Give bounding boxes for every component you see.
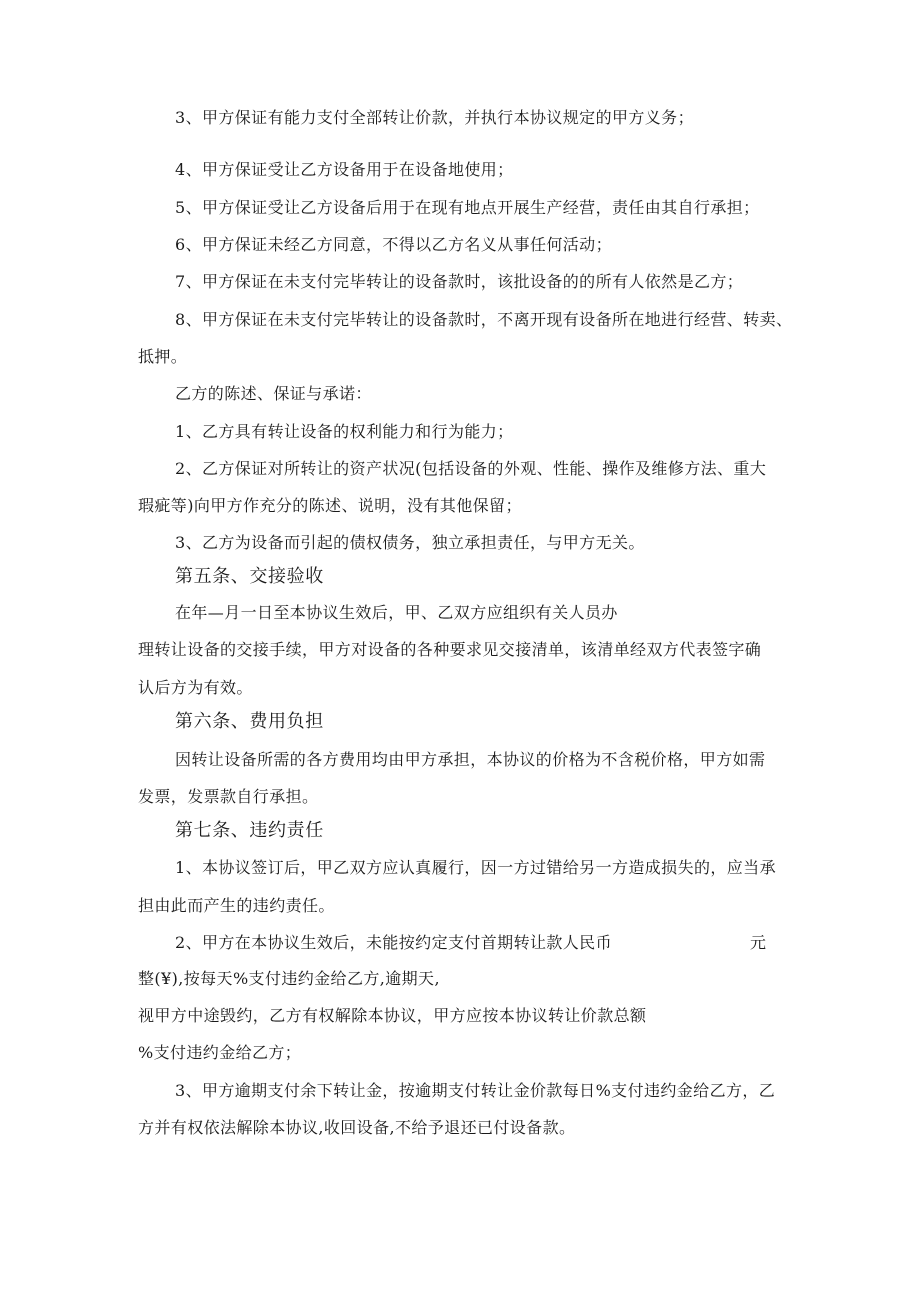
party-a-item-7: 7、甲方保证在未支付完毕转让的设备款时，该批设备的的所有人依然是乙方；: [175, 272, 744, 291]
article-7-line-4: 整(¥),按每天%支付违约金给乙方,逾期天,: [138, 969, 440, 988]
article-5-title: 第五条、交接验收: [175, 566, 324, 587]
party-a-item-8: 8、甲方保证在未支付完毕转让的设备款时，不离开现有设备所在地进行经营、转卖、: [175, 310, 793, 329]
party-a-item-5: 5、甲方保证受让乙方设备后用于在现有地点开展生产经营，责任由其自行承担；: [175, 198, 760, 217]
party-b-item-3: 3、乙方为设备而引起的债权债务，独立承担责任，与甲方无关。: [175, 533, 645, 552]
party-a-item-6: 6、甲方保证未经乙方同意，不得以乙方名义从事任何活动；: [175, 235, 612, 254]
party-a-item-3: 3、甲方保证有能力支付全部转让价款，并执行本协议规定的甲方义务；: [175, 108, 694, 127]
article-7-line-8: 方并有权依法解除本协议,收回设备,不给予退还已付设备款。: [138, 1118, 576, 1137]
article-7-line-5: 视甲方中途毁约，乙方有权解除本协议，甲方应按本协议转让价款总额: [138, 1006, 647, 1025]
article-7-yuan: 元: [750, 933, 767, 952]
article-6-title: 第六条、费用负担: [175, 711, 324, 732]
article-7-line-2: 担由此而产生的违约责任。: [138, 896, 335, 915]
article-7-line-7: 3、甲方逾期支付余下转让金，按逾期支付转让金价款每日%支付违约金给乙方，乙: [175, 1081, 776, 1100]
party-b-item-2: 2、乙方保证对所转让的资产状况(包括设备的外观、性能、操作及维修方法、重大: [175, 459, 767, 478]
party-a-item-4: 4、甲方保证受让乙方设备用于在设备地使用；: [175, 160, 514, 179]
party-a-item-8-cont: 抵押。: [138, 347, 188, 366]
article-7-line-1: 1、本协议签订后，甲乙双方应认真履行，因一方过错给另一方造成损失的，应当承: [175, 858, 776, 877]
article-7-line-3: 2、甲方在本协议生效后，未能按约定支付首期转让款人民币: [175, 933, 612, 952]
party-b-item-2-cont: 瑕疵等)向甲方作充分的陈述、说明，没有其他保留；: [138, 496, 522, 515]
article-5-line-3: 认后方为有效。: [138, 678, 253, 697]
article-7-line-6: %支付违约金给乙方；: [138, 1043, 302, 1062]
article-5-line-2: 理转让设备的交接手续，甲方对设备的各种要求见交接清单，该清单经双方代表签字确: [138, 640, 762, 659]
article-6-line-2: 发票，发票款自行承担。: [138, 787, 319, 806]
article-5-line-1: 在年—月一日至本协议生效后，甲、乙双方应组织有关人员办: [175, 603, 618, 622]
article-6-line-1: 因转让设备所需的各方费用均由甲方承担，本协议的价格为不含税价格，甲方如需: [175, 750, 766, 769]
article-7-title: 第七条、违约责任: [175, 820, 324, 841]
party-b-item-1: 1、乙方具有转让设备的权利能力和行为能力；: [175, 422, 514, 441]
party-b-heading: 乙方的陈述、保证与承诺：: [175, 384, 372, 403]
